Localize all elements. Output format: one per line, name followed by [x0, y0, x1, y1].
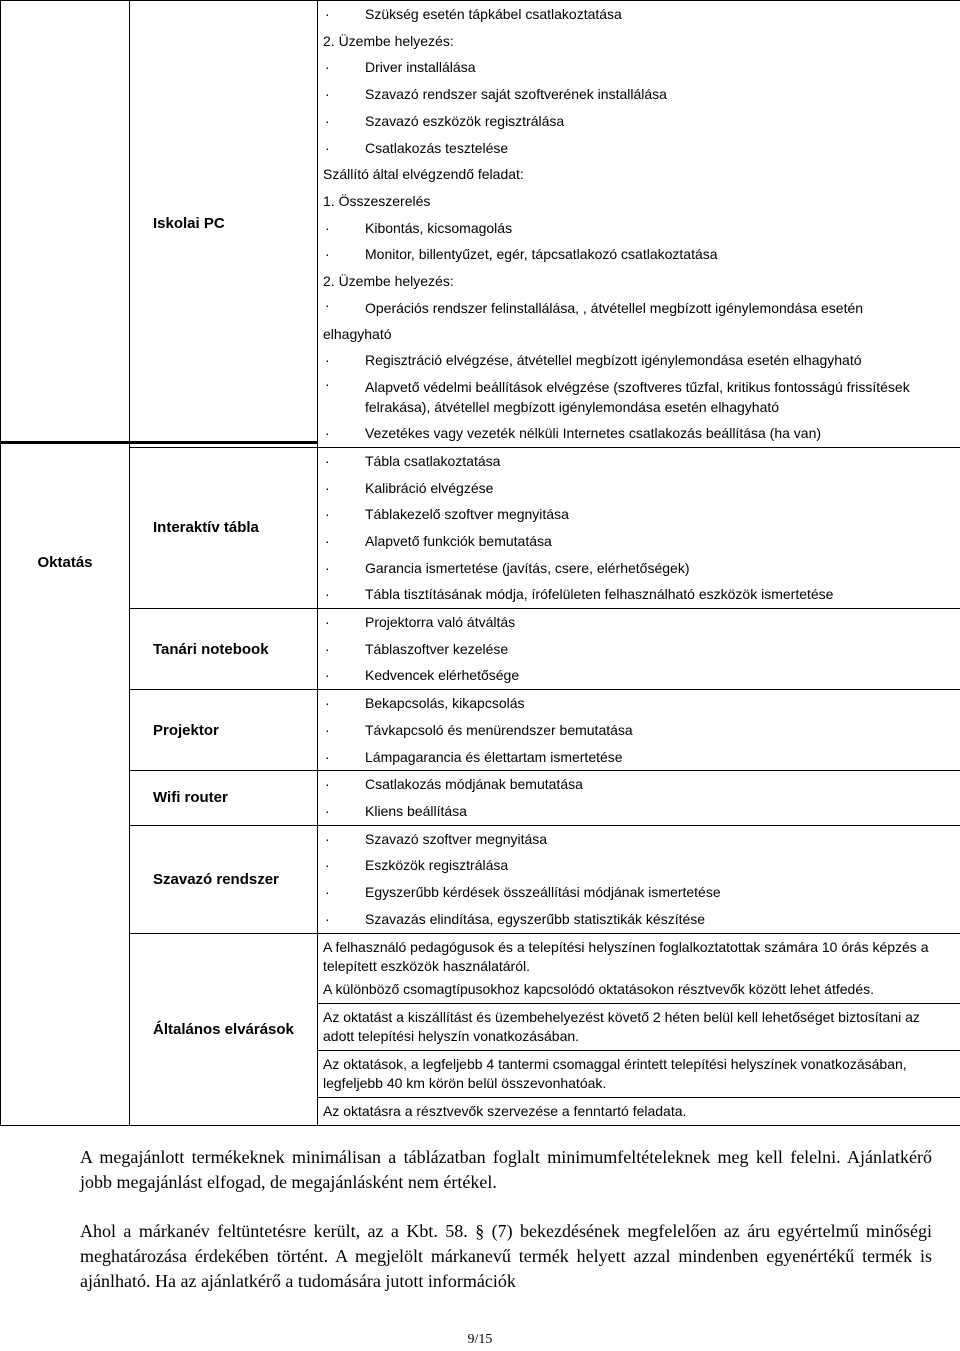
row-szavazo-rendszer — [1, 825, 960, 933]
general-paragraph: A felhasználó pedagógusok és a telepítési helyszínen foglalkoztatottak számára 10 órás képzés a telepített eszközök használatáról. — [323, 938, 929, 974]
row-tanari-notebook — [1, 609, 960, 690]
device-label: Általános elvárások — [153, 1020, 294, 1038]
list-item: · Monitor, billentyűzet, egér, tápcsatlakozó csatlakoztatása — [323, 241, 952, 268]
device-interaktiv-tabla — [130, 447, 318, 608]
list-item: · Operációs rendszer felinstallálása, , átvétellel megbízott igénylemondása esetén — [323, 295, 952, 325]
list-item: · Alapvető funkciók bemutatása — [323, 528, 952, 555]
tabla-content — [318, 447, 960, 608]
section-heading: 1. Összeszerelés — [323, 192, 431, 209]
szavazo-content — [318, 825, 960, 933]
projektor-content — [318, 690, 960, 771]
list-item: · Vezetékes vagy vezeték nélküli Internetes csatlakozás beállítása (ha van) — [323, 420, 952, 447]
list-item: · Szükség esetén tápkábel csatlakoztatása — [323, 1, 952, 28]
category-label: Oktatás — [37, 554, 93, 572]
row-iskolai-pc — [1, 1, 960, 448]
section-divider — [0, 441, 318, 444]
list-item: · Lámpagarancia és élettartam ismertetése — [323, 744, 952, 771]
footer-paragraph-2: Ahol a márkanév feltüntetésre került, az a Kbt. 58. § (7) bekezdésének megfelelően az áru egyértelmű minőségi meghatározása érdekében történt. A megjelölt márkanevű termék helyett azzal mindenben egyenértékű termék is ajánlható. Ha az ajánlatkérő a tudomására jutott információk — [80, 1221, 932, 1291]
general-paragraph: Az oktatásra a résztvevők szervezése a fenntartó feladata. — [318, 1097, 960, 1125]
row-wifi-router — [1, 771, 960, 825]
list-item: · Garancia ismertetése (javítás, csere, elérhetőségek) — [323, 555, 952, 582]
device-iskolai-pc — [130, 1, 318, 448]
list-item: · Egyszerűbb kérdések összeállítási módjának ismertetése — [323, 879, 952, 906]
section-heading: Szállító által elvégzendő feladat: — [323, 166, 524, 183]
general-content-3 — [318, 1050, 960, 1125]
list-item: · Távkapcsoló és menürendszer bemutatása — [323, 717, 952, 744]
list-item-continuation: elhagyható — [323, 326, 392, 343]
iskolai-pc-content — [318, 1, 960, 448]
device-projektor — [130, 690, 318, 771]
section-heading: 2. Üzembe helyezés: — [323, 32, 454, 49]
device-altalanos — [130, 933, 318, 1125]
list-item: · Tábla tisztításának módja, írófelületen felhasználható eszközök ismertetése — [323, 581, 952, 608]
general-paragraph: Az oktatást a kiszállítást és üzembehelyezést követő 2 héten belül kell lehetőséget biztosítani az adott telepítési helyszín vonatkozásában. — [323, 1008, 920, 1044]
list-item: · Táblaszoftver kezelése — [323, 636, 952, 663]
row-projektor — [1, 690, 960, 771]
page-number: 9/15 — [467, 1332, 493, 1347]
list-item: · Kibontás, kicsomagolás — [323, 215, 952, 242]
category-oktatas — [1, 1, 130, 1126]
list-item: · Kalibráció elvégzése — [323, 475, 952, 502]
list-item: · Kedvencek elérhetősége — [323, 662, 952, 689]
general-paragraph: Az oktatások, a legfeljebb 4 tantermi csomaggal érintett telepítési helyszínek vonatkozásában, legfeljebb 40 km körön belül összevonhatóak. — [323, 1055, 907, 1091]
list-item: · Szavazó szoftver megnyitása — [323, 826, 952, 853]
list-item: · Alapvető védelmi beállítások elvégzése (szoftveres tűzfal, kritikus fontosságú frissítések felrakása), átvétellel megbízott igénylemondása esetén elhagyható — [323, 374, 952, 420]
general-content-1 — [318, 933, 960, 1003]
list-item: · Regisztráció elvégzése, átvétellel megbízott igénylemondása esetén elhagyható — [323, 347, 952, 374]
device-label: Interaktív tábla — [153, 519, 259, 537]
list-item: · Csatlakozás módjának bemutatása — [323, 771, 952, 798]
device-tanari-notebook — [130, 609, 318, 690]
list-item: · Szavazás elindítása, egyszerűbb statisztikák készítése — [323, 906, 952, 933]
device-label: Iskolai PC — [153, 215, 225, 233]
device-label: Projektor — [153, 721, 219, 739]
row-altalanos — [1, 933, 960, 1003]
device-szavazo-rendszer — [130, 825, 318, 933]
list-item: · Szavazó eszközök regisztrálása — [323, 108, 952, 135]
list-item: · Driver installálása — [323, 54, 952, 81]
general-content-2 — [318, 1003, 960, 1050]
list-item: · Bekapcsolás, kikapcsolás — [323, 690, 952, 717]
device-label: Szavazó rendszer — [153, 870, 279, 888]
device-wifi-router — [130, 771, 318, 825]
section-heading: 2. Üzembe helyezés: — [323, 273, 454, 290]
wifi-content — [318, 771, 960, 825]
device-label: Tanári notebook — [153, 640, 269, 658]
list-item: · Szavazó rendszer saját szoftverének installálása — [323, 81, 952, 108]
list-item: · Tábla csatlakoztatása — [323, 448, 952, 475]
list-item: · Kliens beállítása — [323, 798, 952, 825]
list-item: · Eszközök regisztrálása — [323, 852, 952, 879]
list-item: · Táblakezelő szoftver megnyitása — [323, 501, 952, 528]
list-item: · Csatlakozás tesztelése — [323, 135, 952, 162]
row-interaktiv-tabla — [1, 447, 960, 608]
list-item: · Projektorra való átváltás — [323, 609, 952, 636]
general-paragraph: A különböző csomagtípusokhoz kapcsolódó oktatásokon résztvevők között lehet átfedés. — [323, 980, 874, 997]
footer-paragraph-1: A megajánlott termékeknek minimálisan a táblázatban foglalt minimumfeltételeknek meg kell felelni. Ajánlatkérő jobb megajánlást elfogad, de megajánlásként nem értékel. — [80, 1147, 932, 1192]
notebook-content — [318, 609, 960, 690]
device-label: Wifi router — [153, 789, 228, 807]
